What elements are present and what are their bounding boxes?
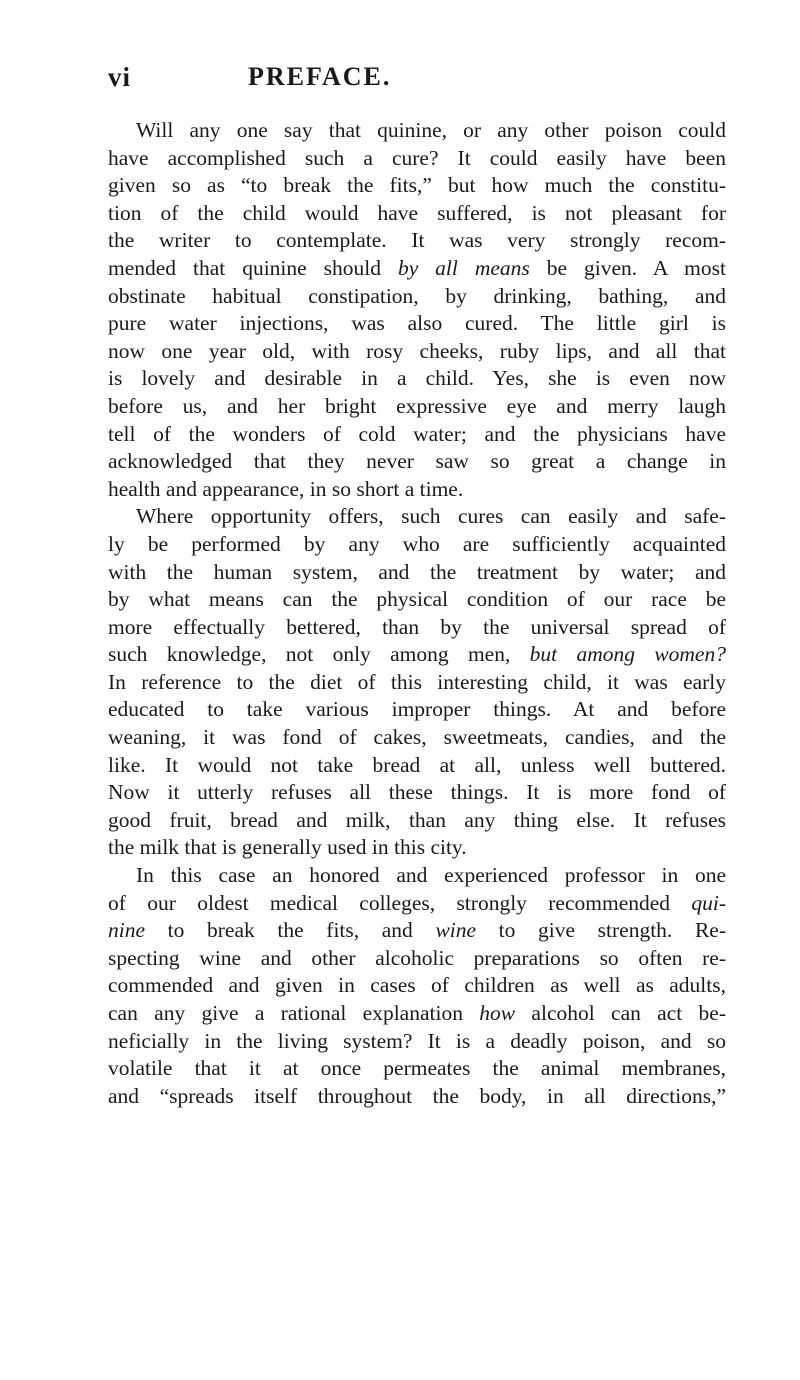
header-title: PREFACE. — [248, 62, 392, 91]
italic-text: nine — [108, 918, 146, 943]
text-line: is lovely and desirable in a child. Yes, she is even now — [108, 366, 726, 391]
text-line: like. It would not take bread at all, unless well buttered. — [108, 752, 726, 777]
text-line: nine to break the fits, and wine to give strength. Re- — [108, 918, 726, 943]
text-line: mended that quinine should by all means be given. A most — [108, 255, 726, 280]
text-line: Will any one say that quinine, or any other poison could — [136, 118, 726, 142]
running-head — [108, 62, 728, 102]
text-line: In this case an honored and experienced professor in one — [136, 863, 726, 888]
text-line: and “spreads itself throughout the body, in all directions,” — [108, 1083, 726, 1108]
italic-text: wine — [435, 918, 477, 943]
text-line: health and appearance, in so short a time. — [108, 476, 464, 501]
text-line: obstinate habitual constipation, by drinking, bathing, and — [108, 283, 726, 308]
text-line: commended and given in cases of children as well as adults, — [108, 973, 726, 998]
text-line: tion of the child would have suffered, is not pleasant for — [108, 200, 726, 225]
text-line: Where opportunity offers, such cures can easily and safe- — [136, 504, 726, 529]
text-line: volatile that it at once permeates the animal membranes, — [108, 1056, 726, 1081]
text-line: the milk that is generally used in this city. — [108, 835, 467, 860]
text-line: pure water injections, was also cured. The little girl is — [108, 311, 726, 336]
text-line: acknowledged that they never saw so great a change in — [108, 449, 726, 474]
text-line: before us, and her bright expressive eye and merry laugh — [108, 393, 726, 418]
text-line: specting wine and other alcoholic preparations so often re- — [108, 945, 726, 970]
italic-text: how — [479, 1001, 516, 1025]
text-line: now one year old, with rosy cheeks, ruby lips, and all that — [108, 338, 726, 363]
text-line: Now it utterly refuses all these things. It is more fond of — [108, 780, 726, 805]
text-line: ly be performed by any who are sufficiently acquainted — [108, 531, 726, 556]
text-line: with the human system, and the treatment by water; and — [108, 559, 726, 584]
body-text — [108, 117, 726, 1110]
text-line: more effectually bettered, than by the universal spread of — [108, 614, 726, 639]
text-line: of our oldest medical colleges, strongly recommended qui- — [108, 890, 726, 915]
page-number: vi — [108, 62, 132, 92]
italic-text: qui- — [691, 890, 726, 915]
italic-text: but among women? — [529, 642, 726, 667]
text-line: the writer to contemplate. It was very strongly recom- — [108, 228, 726, 253]
text-line: tell of the wonders of cold water; and the physicians have — [108, 421, 726, 446]
text-line: neficially in the living system? It is a deadly poison, and so — [108, 1028, 726, 1053]
text-line: good fruit, bread and milk, than any thing else. It refuses — [108, 807, 726, 832]
text-line: weaning, it was fond of cakes, sweetmeats, candies, and the — [108, 725, 726, 750]
text-line: can any give a rational explanation how alcohol can act be- — [108, 1001, 726, 1025]
text-line: educated to take various improper things. At and before — [108, 697, 726, 722]
text-line: given so as “to break the fits,” but how much the constitu- — [108, 173, 726, 198]
text-line: such knowledge, not only among men, but among women? — [108, 642, 726, 667]
italic-text: by all means — [397, 255, 530, 280]
text-line: In reference to the diet of this interesting child, it was early — [108, 669, 726, 694]
text-line: by what means can the physical condition of our race be — [108, 587, 726, 612]
text-line: have accomplished such a cure? It could easily have been — [108, 145, 726, 170]
